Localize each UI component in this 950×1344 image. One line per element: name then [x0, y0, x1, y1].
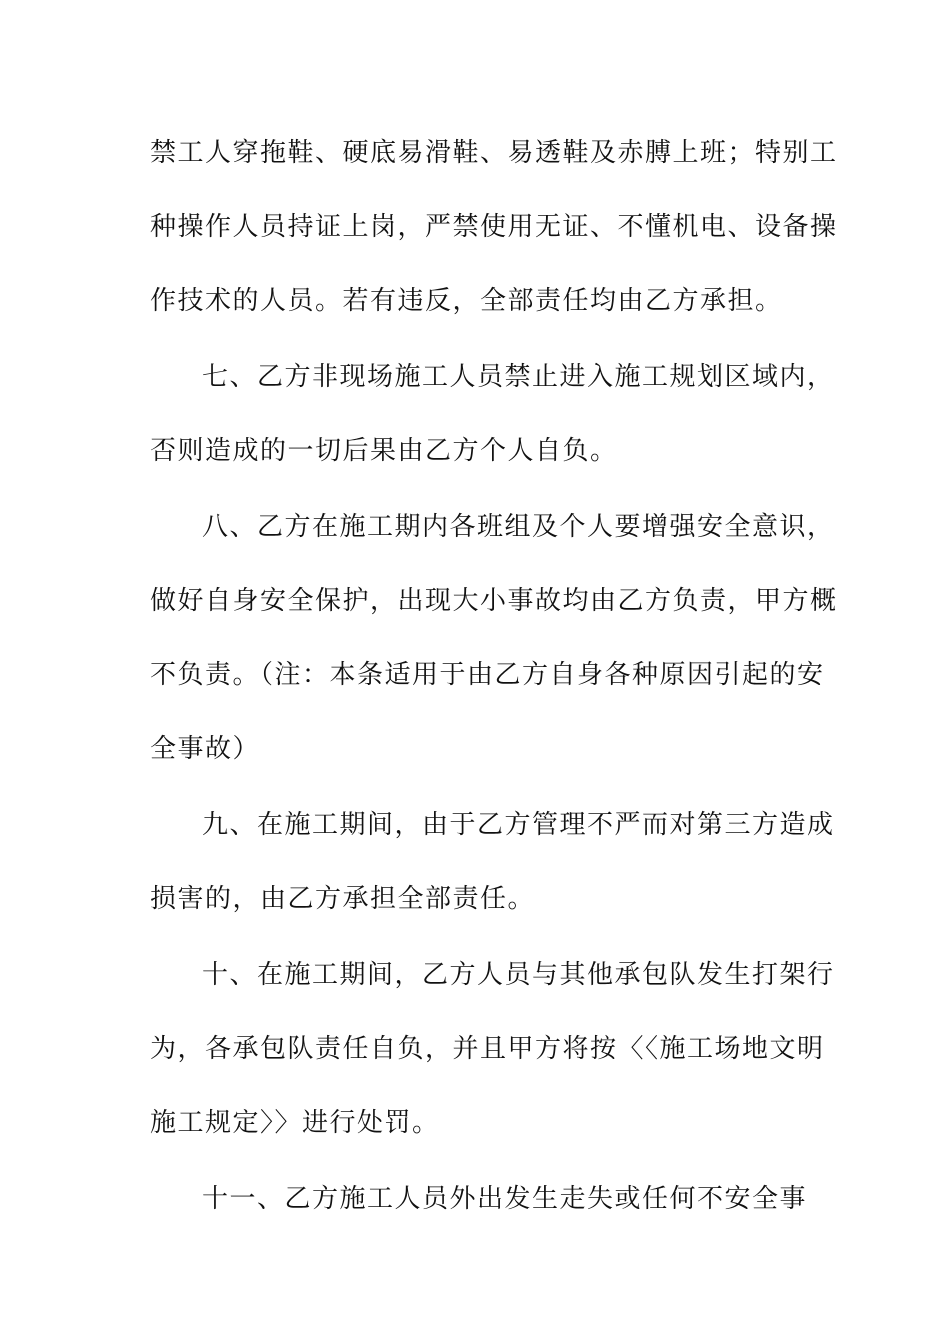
- paragraph-ten-start: 十、在施工期间，乙方人员与其他承包队发生打架行: [202, 960, 835, 990]
- text-line: 禁工人穿拖鞋、硬底易滑鞋、易透鞋及赤膊上班；特别工: [150, 138, 838, 168]
- text-line: 作技术的人员。若有违反，全部责任均由乙方承担。: [150, 286, 783, 316]
- paragraph-eleven-start: 十一、乙方施工人员外出发生走失或任何不安全事: [202, 1184, 808, 1214]
- text-line: 全事故）: [150, 734, 261, 764]
- text-line: 否则造成的一切后果由乙方个人自负。: [150, 436, 618, 466]
- text-line: 施工规定〉〉进行处罚。: [150, 1108, 440, 1138]
- text-line: 做好自身安全保护，出现大小事故均由乙方负责，甲方概: [150, 586, 838, 616]
- text-line: 为，各承包队责任自负，并且甲方将按〈〈施工场地文明: [150, 1034, 825, 1064]
- paragraph-seven-start: 七、乙方非现场施工人员禁止进入施工规划区域内，: [202, 362, 835, 392]
- paragraph-nine-start: 九、在施工期间，由于乙方管理不严而对第三方造成: [202, 810, 835, 840]
- paragraph-eight-start: 八、乙方在施工期内各班组及个人要增强安全意识，: [202, 512, 835, 542]
- text-line: 种操作人员持证上岗，严禁使用无证、不懂机电、设备操: [150, 212, 838, 242]
- text-line: 损害的，由乙方承担全部责任。: [150, 884, 536, 914]
- text-line: 不负责。（注：本条适用于由乙方自身各种原因引起的安: [150, 660, 825, 690]
